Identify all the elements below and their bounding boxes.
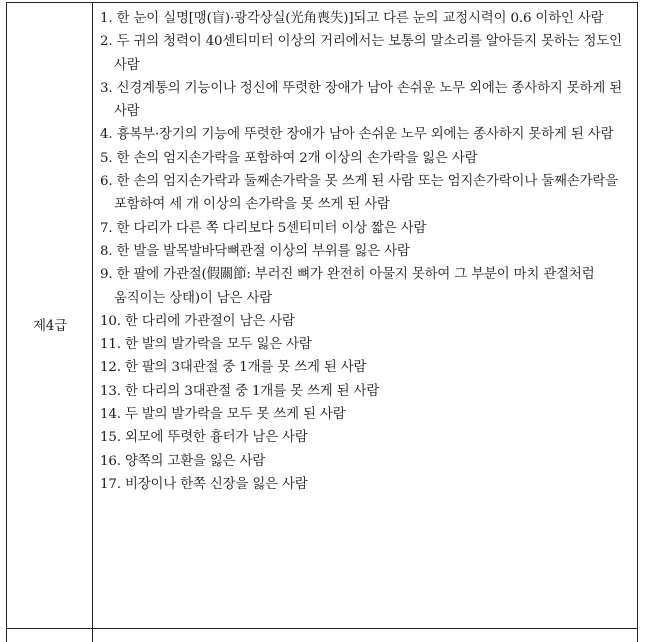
item-number: 13. [100,383,121,399]
item-number: 7. [100,220,113,236]
item-text: 흉복부·장기의 기능에 뚜렷한 장애가 남아 손쉬운 노무 외에는 종사하지 못하게 된 사람 [116,127,614,143]
list-item [100,426,632,449]
grade-label: 제4급 [32,318,68,334]
item-number: 1. [100,11,113,26]
grade-cell [7,3,93,642]
item-text: 한 팔에 가관절(假關節: 부러진 뼈가 완전히 아물지 못하여 그 부분이 마치 관절처럼 움직이는 상태)이 남은 사람 [114,267,595,306]
list-item [100,240,632,263]
item-text: 한 손의 엄지손가락과 둘째손가락을 못 쓰게 된 사람 또는 엄지손가락이나 둘째손가락을 포함하여 세 개 이상의 손가락을 못 쓰게 된 사람 [114,174,618,213]
item-text: 두 귀의 청력이 40센티미터 이상의 거리에서는 보통의 말소리를 알아듣지 못하는 정도인 사람 [114,34,622,73]
item-text: 신경계통의 기능이나 정신에 뚜렷한 장애가 남아 손쉬운 노무 외에는 종사하지 못하게 된 사람 [114,80,623,120]
list-item [100,217,632,240]
item-text: 비장이나 한쪽 신장을 잃은 사람 [124,476,308,492]
item-number: 11. [100,337,121,353]
list-item [100,473,632,496]
disability-grade-table [6,2,638,642]
item-number: 8. [100,243,113,259]
item-text: 한 손의 엄지손가락을 포함하여 2개 이상의 손가락을 잃은 사람 [116,150,478,166]
list-item [100,170,632,217]
item-text: 한 다리의 3대관절 중 1개를 못 쓰게 된 사람 [124,383,380,399]
list-item [100,380,632,403]
item-text: 한 눈이 실명[맹(盲)·광각상실(光角喪失)]되고 다른 눈의 교정시력이 0.6 이하인 사람 [116,11,604,26]
item-number: 16. [100,453,121,469]
list-item [100,123,632,146]
item-text: 한 다리가 다른 쪽 다리보다 5센티미터 이상 짧은 사람 [116,220,427,236]
item-text: 두 발의 발가락을 모두 못 쓰게 된 사람 [124,407,346,423]
table-bottom-divider [6,628,638,629]
list-item [100,403,632,426]
item-text: 양쪽의 고환을 잃은 사람 [124,453,266,469]
list-item [100,7,632,30]
list-item [100,77,632,124]
item-number: 2. [100,34,113,50]
item-text: 한 발을 발목발바닥뼈관절 이상의 부위를 잃은 사람 [116,243,410,259]
item-number: 9. [100,267,113,283]
list-item [100,310,632,333]
item-number: 6. [100,174,113,190]
item-number: 15. [100,430,121,446]
item-number: 4. [100,127,113,143]
list-item [100,147,632,170]
list-item [100,30,632,77]
item-number: 14. [100,407,121,423]
item-text: 외모에 뚜렷한 흉터가 남은 사람 [124,430,308,446]
item-text: 한 발의 발가락을 모두 잃은 사람 [124,337,312,353]
criteria-list [100,7,632,496]
item-number: 12. [100,360,121,376]
list-item [100,450,632,473]
item-number: 3. [100,80,113,96]
item-number: 17. [100,476,121,492]
item-number: 10. [100,313,121,329]
item-number: 5. [100,150,113,166]
item-text: 한 팔의 3대관절 중 1개를 못 쓰게 된 사람 [124,360,367,376]
list-item [100,333,632,356]
list-item [100,356,632,379]
list-item [100,263,632,310]
item-text: 한 다리에 가관절이 남은 사람 [124,313,295,329]
